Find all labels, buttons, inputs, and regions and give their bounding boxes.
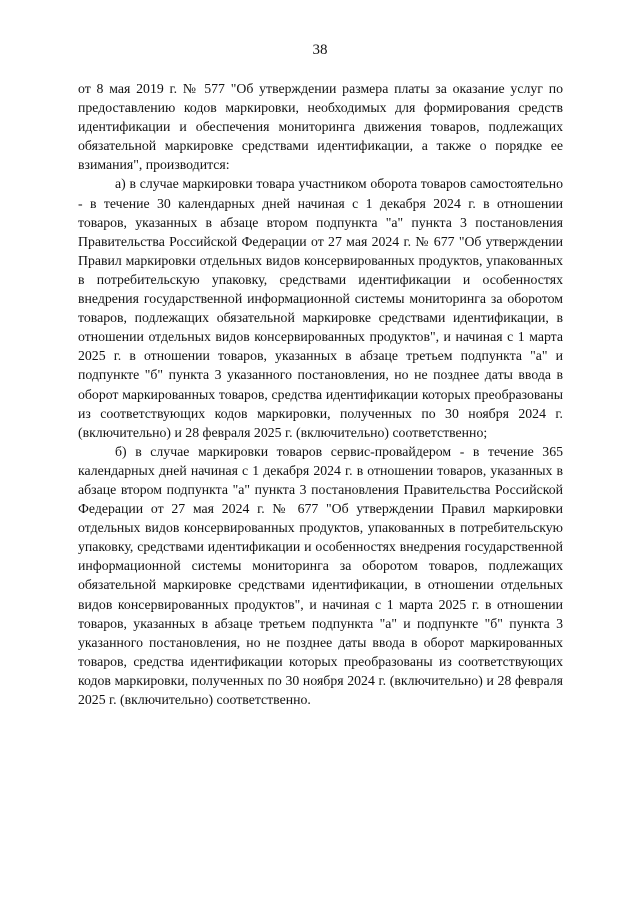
page-number: 38	[312, 42, 328, 58]
document-body	[78, 79, 563, 709]
paragraph-item-a: а) в случае маркировки товара участником оборота товаров самостоятельно - в течение 30 календарных дней начиная с 1 декабря 2024 г. в отношении товаров, указанных в абзаце втором подпункта "а" пункта 3 постановления Правительства Российской Федерации от 27 мая 2024 г. № 677 "Об утверждении Правил маркировки отдельных видов консервированных продуктов, упакованных в потребительскую упаковку, средствами идентификации и особенностях внедрения государственной информационной системы мониторинга за оборотом товаров, подлежащих обязательной маркировке средствами идентификации, в отношении отдельных видов консервированных продуктов", и начиная с 1 марта 2025 г. в отношении товаров, указанных в абзаце третьем подпункта "а" и подпункте "б" пункта 3 указанного постановления, но не позднее даты ввода в оборот маркированных товаров, средства идентификации которых преобразованы из соответствующих кодов маркировки, полученных по 30 ноября 2024 г. (включительно) и 28 февраля 2025 г. (включительно) соответственно;	[78, 176, 563, 440]
paragraph-intro-continuation: от 8 мая 2019 г. № 577 "Об утверждении размера платы за оказание услуг по предоставлению кодов маркировки, необходимых для формирования средств идентификации и обеспечения мониторинга движения товаров, подлежащих обязательной маркировке средствами идентификации, а также о порядке ее взимания", производится:	[78, 81, 563, 173]
paragraph-item-b: б) в случае маркировки товаров сервис-провайдером - в течение 365 календарных дней начиная с 1 декабря 2024 г. в отношении товаров, указанных в абзаце втором подпункта "а" пункта 3 постановления Правительства Российской Федерации от 27 мая 2024 г. № 677 "Об утверждении Правил маркировки отдельных видов консервированных продуктов, упакованных в потребительскую упаковку, средствами идентификации и особенностях внедрения государственной информационной системы мониторинга за оборотом товаров, подлежащих обязательной маркировке средствами идентификации, в отношении отдельных видов консервированных продуктов", и начиная с 1 марта 2025 г. в отношении товаров, указанных в абзаце третьем подпункта "а" и подпункте "б" пункта 3 указанного постановления, но не позднее даты ввода в оборот маркированных товаров, средства идентификации которых преобразованы из соответствующих кодов маркировки, полученных по 30 ноября 2024 г. (включительно) и 28 февраля 2025 г. (включительно) соответственно.	[78, 443, 563, 707]
